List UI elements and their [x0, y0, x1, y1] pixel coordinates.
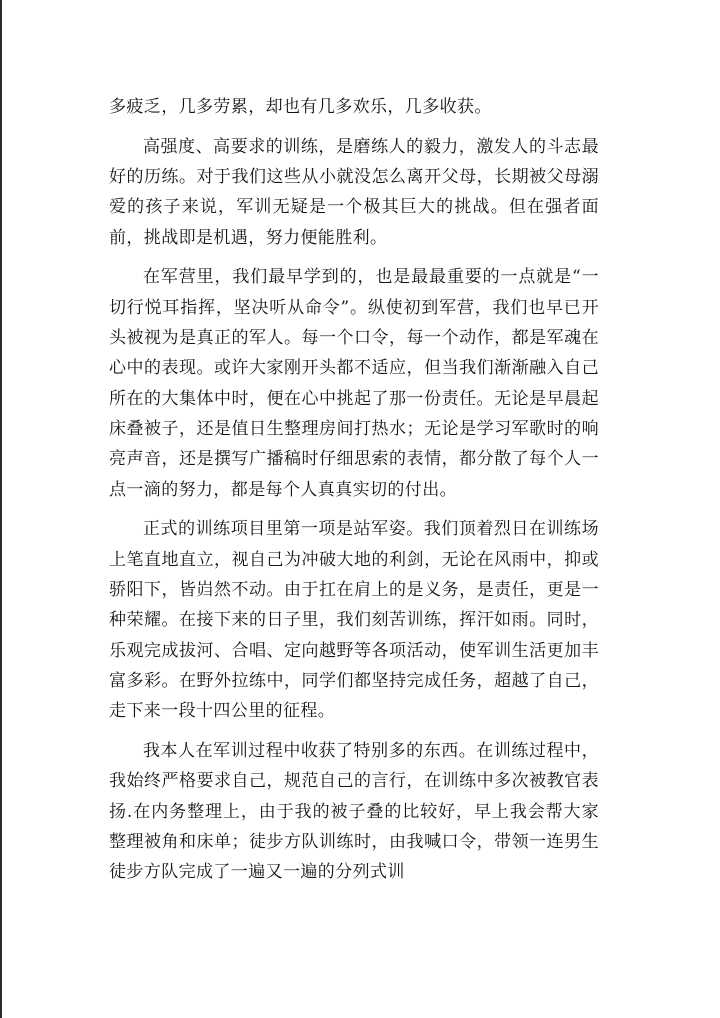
document-body	[109, 92, 599, 897]
paragraph-2: 高强度、高要求的训练，是磨练人的毅力，激发人的斗志最好的历练。对于我们这些从小就没怎么离开父母，长期被父母溺爱的孩子来说，军训无疑是一个极其巨大的挑战。但在强者面前，挑战即是机遇，努力便能胜利。	[109, 136, 599, 248]
paragraph-1: 多疲乏，几多劳累，却也有几多欢乐，几多收获。	[109, 97, 492, 117]
paragraph-5: 我本人在军训过程中收获了特别多的东西。在训练过程中，我始终严格要求自己，规范自己的言行，在训练中多次被教官表扬.在内务整理上，由于我的被子叠的比较好，早上我会帮大家整理被角和床单；徒步方队训练时，由我喊口令，带领一连男生徒步方队完成了一遍又一遍的分列式训	[109, 740, 599, 883]
page-left-border	[0, 0, 2, 1018]
paragraph-3: 在军营里，我们最早学到的，也是最最重要的一点就是“一切行悦耳指挥，坚决听从命令”。纵使初到军营，我们也早已开头被视为是真正的军人。每一个口令，每一个动作，都是军魂在心中的表现。或许大家刚开头都不适应，但当我们渐渐融入自己所在的大集体中时，便在心中挑起了那一份责任。无论是早晨起床叠被子，还是值日生整理房间打热水；无论是学习军歌时的响亮声音，还是撰写广播稿时仔细思索的表情，都分散了每个人一点一滴的努力，都是每个人真真实切的付出。	[109, 267, 599, 500]
paragraph-4: 正式的训练项目里第一项是站军姿。我们顶着烈日在训练场上笔直地直立，视自己为冲破大地的利剑，无论在风雨中，抑或骄阳下，皆岿然不动。由于扛在肩上的是义务，是责任，更是一种荣耀。在接下来的日子里，我们刻苦训练，挥汗如雨。同时，乐观完成拔河、合唱、定向越野等各项活动，使军训生活更加丰富多彩。在野外拉练中，同学们都坚持完成任务，超越了自己，走下来一段十四公里的征程。	[109, 519, 599, 722]
